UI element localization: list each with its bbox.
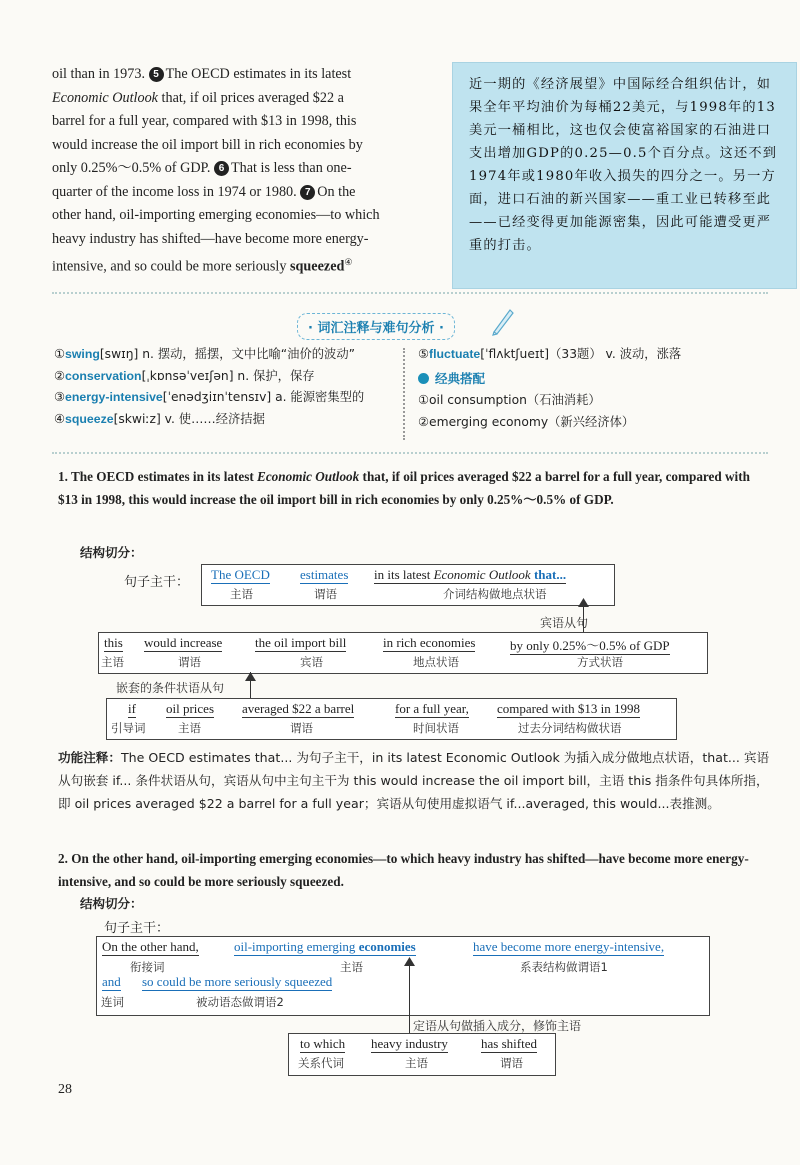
attributive-clause-label: 定语从句做插入成分，修饰主语 bbox=[413, 1019, 582, 1033]
cond-verb: averaged $22 a barrel bbox=[242, 701, 355, 716]
section-divider bbox=[52, 452, 768, 454]
main-clause-label: 句子主干： bbox=[104, 921, 170, 936]
vocab-item: ⑤fluctuate[ˈflʌktʃueɪt]（33题） v. 波动，涨落 bbox=[418, 347, 682, 361]
page-number: 28 bbox=[58, 1082, 72, 1097]
rel-subject: heavy industry bbox=[371, 1036, 448, 1051]
vocab-item: ①swing[swɪŋ] n. 摆动，摇摆，文中比喻“油价的波动” bbox=[54, 347, 356, 361]
structure-label: 结构切分： bbox=[80, 896, 143, 911]
clause-place-caption: 地点状语 bbox=[413, 655, 459, 669]
structure-label: 结构切分： bbox=[80, 545, 143, 560]
cond-time-adverbial: for a full year, bbox=[395, 701, 469, 716]
translation-text: 近一期的《经济展望》中国际经合组织估计，如果全年平均油价为每桶22美元，与1998年的13美元一桶相比，这也仅会使富裕国家的石油进口支出增加GDP的0.25—0.5个百分点。这还不到1974年或1980年收入损失的四分之一。另一方面，进口石油的新兴国家——重工业已转移至此——已经变得更加能源密集，因此可能遭受更严重的打击。 bbox=[469, 77, 778, 253]
s2-predicate-1: have become more energy-intensive, bbox=[473, 939, 665, 954]
vocab-item: ③energy-intensive[ˈenədʒiɪnˈtensɪv] a. 能源密集型的 bbox=[54, 390, 365, 404]
function-note-label: 功能注释： bbox=[58, 750, 121, 765]
sentence-number-6: 6 bbox=[214, 161, 229, 176]
passage-text: oil than in 1973. 5 The OECD estimates in its latest Economic Outlook that, if oil prices averaged $22 a barrel for a full year, compared with $13 in 1998, this would increase the oil import bill in rich economies by only 0.25%～0.5% of GDP. 6 That is less than one- quarter of the income loss in 1974 or 1980. 7 On the other hand, oil-importing emerging economies—to which heavy industry has shifted—have become more energy- intensive, and so could be more seriously squeezed④ bbox=[52, 66, 380, 275]
main-verb: estimates bbox=[300, 567, 349, 582]
main-adverbial: in its latest Economic Outlook that... bbox=[374, 567, 567, 582]
main-subject-caption: 主语 bbox=[230, 587, 253, 601]
translation-box bbox=[452, 62, 797, 289]
s2-predicate-1-caption: 系表结构做谓语1 bbox=[520, 960, 608, 974]
cond-subject: oil prices bbox=[166, 701, 215, 716]
vocab-item: ④squeeze[skwiːz] v. 使……经济拮据 bbox=[54, 411, 265, 426]
main-clause-label: 句子主干： bbox=[124, 575, 190, 590]
cond-subject-caption: 主语 bbox=[178, 721, 201, 735]
vocab-column-divider bbox=[403, 348, 405, 440]
sentence-1-question: 1. The OECD estimates in its latest Economic Outlook that, if oil prices averaged $22 a barrel for a full year, compared with $13 in 1998, this would increase the oil import bill in rich economies by only 0.25%～0.5% of GDP. bbox=[58, 469, 750, 507]
main-verb-caption: 谓语 bbox=[314, 587, 337, 601]
vocab-list-right bbox=[418, 344, 768, 433]
clause-place-adverbial: in rich economies bbox=[383, 635, 476, 650]
linking-phrase: On the other hand, bbox=[102, 939, 199, 954]
sentence-number-7: 7 bbox=[300, 185, 315, 200]
object-clause-label: 宾语从句 bbox=[540, 616, 589, 630]
cond-conjunction: if bbox=[128, 701, 136, 716]
cond-participle-caption: 过去分词结构做状语 bbox=[518, 721, 622, 735]
function-note: 功能注释：The OECD estimates that... 为句子主干，in its latest Economic Outlook 为插入成分做地点状语，that... 宾语从句嵌套 if... 条件状语从句，宾语从句中主句主干为 this would increase the oil import bill，主语 this 指条件句具体所指，即 oil prices averaged $22 a barrel for a full year；宾语从句使用虚拟语气 if...averaged, this would...表推测。 bbox=[58, 750, 770, 811]
s2-conjunction-caption: 连词 bbox=[101, 995, 124, 1009]
conditional-clause-label: 嵌套的条件状语从句 bbox=[116, 681, 225, 695]
vocab-item: ②conservation[ˌkɒnsəˈveɪʃən] n. 保护，保存 bbox=[54, 368, 315, 383]
collocation-item: ①oil consumption（石油消耗） bbox=[418, 393, 601, 407]
section-divider bbox=[52, 292, 768, 294]
clause-verb: would increase bbox=[144, 635, 223, 650]
clause-subject: this bbox=[104, 635, 123, 650]
cond-conjunction-caption: 引导词 bbox=[111, 721, 146, 735]
up-arrow-icon bbox=[245, 672, 256, 682]
collocation-title: 经典搭配 bbox=[435, 370, 486, 386]
up-arrow-icon bbox=[578, 598, 589, 608]
linking-phrase-caption: 衔接词 bbox=[130, 960, 165, 974]
clause-manner-caption: 方式状语 bbox=[577, 655, 623, 669]
collocation-item: ②emerging economy（新兴经济体） bbox=[418, 414, 635, 429]
connector-line bbox=[409, 962, 410, 1034]
main-subject: The OECD bbox=[211, 567, 270, 582]
cond-time-caption: 时间状语 bbox=[413, 721, 459, 735]
s2-subject: oil-importing emerging economies bbox=[234, 939, 416, 954]
relative-pronoun: to which bbox=[300, 1036, 346, 1051]
sentence-2-question: 2. On the other hand, oil-importing emerging economies—to which heavy industry has shifted—have become more energy-intensive, and so could be more seriously squeezed. bbox=[58, 851, 749, 889]
vocab-section-title: · 词汇注释与难句分析 · bbox=[297, 313, 455, 340]
rel-verb-caption: 谓语 bbox=[500, 1056, 523, 1070]
rel-subject-caption: 主语 bbox=[405, 1056, 428, 1070]
up-arrow-icon bbox=[404, 957, 415, 967]
s2-predicate-2-caption: 被动语态做谓语2 bbox=[196, 995, 284, 1009]
pen-icon bbox=[490, 306, 516, 336]
relative-pronoun-caption: 关系代词 bbox=[298, 1056, 344, 1070]
cond-participle-adverbial: compared with $13 in 1998 bbox=[497, 701, 640, 716]
vocab-list-left bbox=[54, 344, 399, 430]
s2-predicate-2: so could be more seriously squeezed bbox=[142, 974, 333, 989]
clause-verb-caption: 谓语 bbox=[178, 655, 201, 669]
s2-conjunction: and bbox=[102, 974, 121, 989]
cond-verb-caption: 谓语 bbox=[290, 721, 313, 735]
clause-object-caption: 宾语 bbox=[300, 655, 323, 669]
main-adverbial-caption: 介词结构做地点状语 bbox=[443, 587, 547, 601]
rel-verb: has shifted bbox=[481, 1036, 537, 1051]
clause-manner-adverbial: by only 0.25%～0.5% of GDP bbox=[510, 635, 670, 655]
clause-subject-caption: 主语 bbox=[101, 655, 124, 669]
sentence-number-5: 5 bbox=[149, 67, 164, 82]
clause-object: the oil import bill bbox=[255, 635, 347, 650]
bullet-icon bbox=[418, 373, 429, 384]
s2-subject-caption: 主语 bbox=[340, 960, 363, 974]
